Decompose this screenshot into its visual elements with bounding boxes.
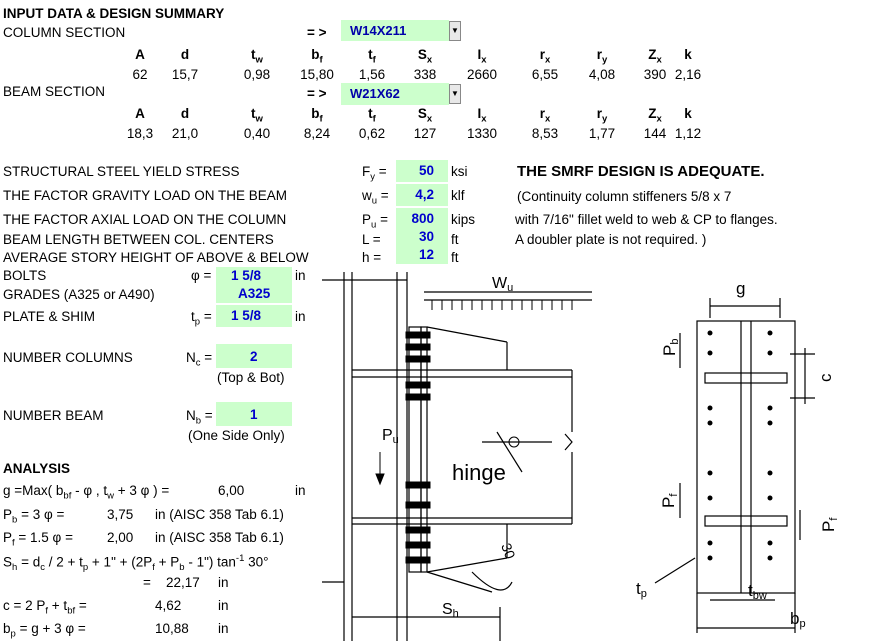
analysis-c-value: 4,62 [155, 598, 182, 613]
bolts-unit: in [295, 268, 306, 283]
input-cell[interactable] [396, 184, 448, 206]
plate-value[interactable]: 1 5/8 [231, 308, 262, 323]
result-line-1: (Continuity column stiffeners 5/8 x 7 [517, 189, 732, 204]
input-unit: kips [451, 212, 476, 227]
dropdown-arrow-icon[interactable]: ▼ [449, 21, 461, 41]
prop-header: $t_f$ [368, 47, 376, 66]
num-columns-sym: $N_c$ = [186, 350, 213, 369]
diagram-wu-label: Wu [492, 275, 514, 294]
prop-header: $I_x$ [477, 47, 487, 66]
diagram-pu-label: Pu [382, 427, 399, 446]
analysis-bp-unit: in [218, 621, 229, 636]
input-label: THE FACTOR GRAVITY LOAD ON THE BEAM [3, 188, 288, 203]
input-unit: ft [451, 250, 459, 265]
column-section-value[interactable]: W14X211 [341, 20, 449, 41]
analysis-pb-formula: $P_b = 3$ φ = [3, 507, 65, 526]
end-plate-diagram [600, 278, 873, 641]
input-cell[interactable] [396, 160, 448, 182]
prop-value: 0,98 [243, 67, 271, 82]
connection-elevation-diagram [322, 262, 592, 641]
bolts-label: BOLTS [3, 268, 47, 283]
input-value[interactable]: 4,2 [415, 187, 434, 202]
num-beam-label: NUMBER BEAM [3, 408, 104, 423]
result-headline: THE SMRF DESIGN IS ADEQUATE. [517, 163, 765, 180]
prop-value: 0,40 [243, 126, 271, 141]
dropdown-arrow-icon[interactable]: ▼ [449, 84, 461, 104]
input-symbol: $w_u$ = [362, 188, 389, 207]
beam-section-value[interactable]: W21X62 [341, 83, 449, 105]
input-value[interactable]: 50 [418, 163, 434, 178]
analysis-g-formula: g =Max( $b_{bf}$ - φ , $t_w + 3$ φ ) = [3, 483, 170, 502]
input-label: BEAM LENGTH BETWEEN COL. CENTERS [3, 232, 274, 247]
input-cell[interactable] [396, 208, 448, 230]
grades-cell[interactable] [216, 285, 292, 303]
prop-header: k [684, 47, 692, 62]
diagram-bp-label: bp [790, 609, 806, 630]
analysis-sh-unit: in [218, 575, 229, 590]
grades-label: GRADES (A325 or A490) [3, 287, 155, 302]
diagram-sh-label: Sh [442, 601, 459, 620]
analysis-c-formula: c = 2 $P_f + t_{bf}$ = [3, 598, 87, 617]
prop-header: $r_y$ [596, 47, 608, 66]
plate-sym: $t_p$ = [191, 309, 212, 328]
num-columns-value[interactable]: 2 [250, 349, 258, 364]
input-symbol: h = [362, 250, 382, 265]
input-label: STRUCTURAL STEEL YIELD STRESS [3, 164, 240, 179]
result-line-3: A doubler plate is not required. ) [515, 232, 707, 247]
prop-header: $S_x$ [417, 106, 433, 125]
prop-value: 1,12 [674, 126, 702, 141]
analysis-g-unit: in [295, 483, 306, 498]
input-cell[interactable] [396, 228, 448, 246]
input-value[interactable]: 30 [418, 229, 434, 244]
prop-value: 1,77 [588, 126, 616, 141]
prop-header: A [135, 47, 145, 62]
prop-value: 62 [132, 67, 148, 82]
num-columns-cell[interactable] [216, 344, 292, 368]
num-beam-cell[interactable] [216, 402, 292, 426]
prop-header: d [180, 106, 190, 121]
analysis-sh-formula: $S_h = d_c / 2 + t_p + 1$" + ($2P_f + P_b$ - 1") $\tan^{-1} 30^\circ$ [3, 553, 269, 574]
input-label: AVERAGE STORY HEIGHT OF ABOVE & BELOW [3, 250, 309, 265]
prop-header: A [135, 106, 145, 121]
prop-value: 1,56 [358, 67, 386, 82]
diagram-pf-label: Pf [659, 493, 680, 508]
beam-section-label: BEAM SECTION [3, 84, 106, 99]
result-line-2: with 7/16" fillet weld to web & CP to flanges. [515, 212, 778, 227]
bolts-cell[interactable] [216, 267, 292, 285]
page-title: INPUT DATA & DESIGN SUMMARY [3, 6, 225, 21]
prop-value: 4,08 [588, 67, 616, 82]
analysis-pf-unit: in (AISC 358 Tab 6.1) [155, 530, 284, 545]
analysis-sh-value: 22,17 [166, 575, 200, 590]
prop-header: $b_f$ [311, 47, 323, 66]
prop-value: 390 [643, 67, 667, 82]
num-beam-value[interactable]: 1 [250, 407, 258, 422]
analysis-title: ANALYSIS [3, 461, 71, 476]
diagram-g-label: g [736, 279, 746, 298]
prop-value: 2660 [466, 67, 498, 82]
prop-header: $S_x$ [417, 47, 433, 66]
prop-value: 338 [413, 67, 437, 82]
analysis-pb-unit: in (AISC 358 Tab 6.1) [155, 507, 284, 522]
analysis-sh-eq: = [143, 575, 151, 590]
input-unit: klf [451, 188, 465, 203]
analysis-pf-formula: $P_f = 1.5$ φ = [3, 530, 73, 549]
grades-value[interactable]: A325 [238, 286, 271, 301]
column-section-label: COLUMN SECTION [3, 25, 126, 40]
prop-value: 18,3 [126, 126, 154, 141]
diagram-tbw-label: tbw [748, 581, 767, 602]
bolts-value[interactable]: 1 5/8 [231, 268, 262, 283]
prop-value: 144 [643, 126, 667, 141]
plate-label: PLATE & SHIM [3, 309, 96, 324]
analysis-g-value: 6,00 [218, 483, 245, 498]
diagram-c-label: c [816, 373, 835, 382]
prop-value: 2,16 [674, 67, 702, 82]
prop-value: 15,7 [171, 67, 199, 82]
prop-value: 21,0 [171, 126, 199, 141]
beam-section-arrow: = > [307, 86, 327, 101]
analysis-pb-value: 3,75 [107, 507, 134, 522]
analysis-pf-value: 2,00 [107, 530, 134, 545]
prop-header: $b_f$ [311, 106, 323, 125]
diagram-tp-label: tp [636, 579, 647, 600]
plate-cell[interactable] [216, 305, 292, 327]
prop-header: $Z_x$ [648, 47, 662, 66]
input-unit: ft [451, 232, 459, 247]
plate-unit: in [295, 309, 306, 324]
analysis-bp-formula: $b_p = g + 3$ φ = [3, 621, 86, 640]
prop-value: 127 [413, 126, 437, 141]
prop-value: 15,80 [300, 67, 334, 82]
prop-value: 1330 [466, 126, 498, 141]
prop-value: 8,53 [531, 126, 559, 141]
prop-header: $t_w$ [251, 106, 263, 125]
num-beam-sym: $N_b$ = [186, 408, 213, 427]
prop-header: $r_y$ [596, 106, 608, 125]
prop-value: 6,55 [531, 67, 559, 82]
input-value[interactable]: 800 [411, 211, 434, 226]
prop-header: $r_x$ [539, 106, 551, 125]
prop-header: $Z_x$ [648, 106, 662, 125]
analysis-bp-value: 10,88 [155, 621, 189, 636]
input-symbol: $P_u$ = [362, 212, 388, 231]
diagram-pb-label: Pb [660, 338, 681, 356]
bolts-sym: φ = [191, 268, 212, 283]
prop-value: 8,24 [303, 126, 331, 141]
prop-header: $t_w$ [251, 47, 263, 66]
diagram-pf-label-2: Pf [819, 517, 840, 532]
input-symbol: L = [362, 232, 381, 247]
column-section-arrow: = > [307, 25, 327, 40]
input-label: THE FACTOR AXIAL LOAD ON THE COLUMN [3, 212, 287, 227]
diagram-hinge-label: hinge [452, 460, 506, 485]
num-columns-note: (Top & Bot) [217, 370, 285, 385]
prop-header: d [180, 47, 190, 62]
input-symbol: $F_y$ = [362, 164, 387, 183]
input-unit: ksi [451, 164, 468, 179]
num-columns-label: NUMBER COLUMNS [3, 350, 133, 365]
analysis-c-unit: in [218, 598, 229, 613]
prop-header: k [684, 106, 692, 121]
input-value[interactable]: 12 [418, 247, 434, 262]
diagram-angle-label: 30 [498, 540, 519, 562]
prop-value: 0,62 [358, 126, 386, 141]
prop-header: $r_x$ [539, 47, 551, 66]
prop-header: $t_f$ [368, 106, 376, 125]
prop-header: $I_x$ [477, 106, 487, 125]
num-beam-note: (One Side Only) [188, 428, 285, 443]
